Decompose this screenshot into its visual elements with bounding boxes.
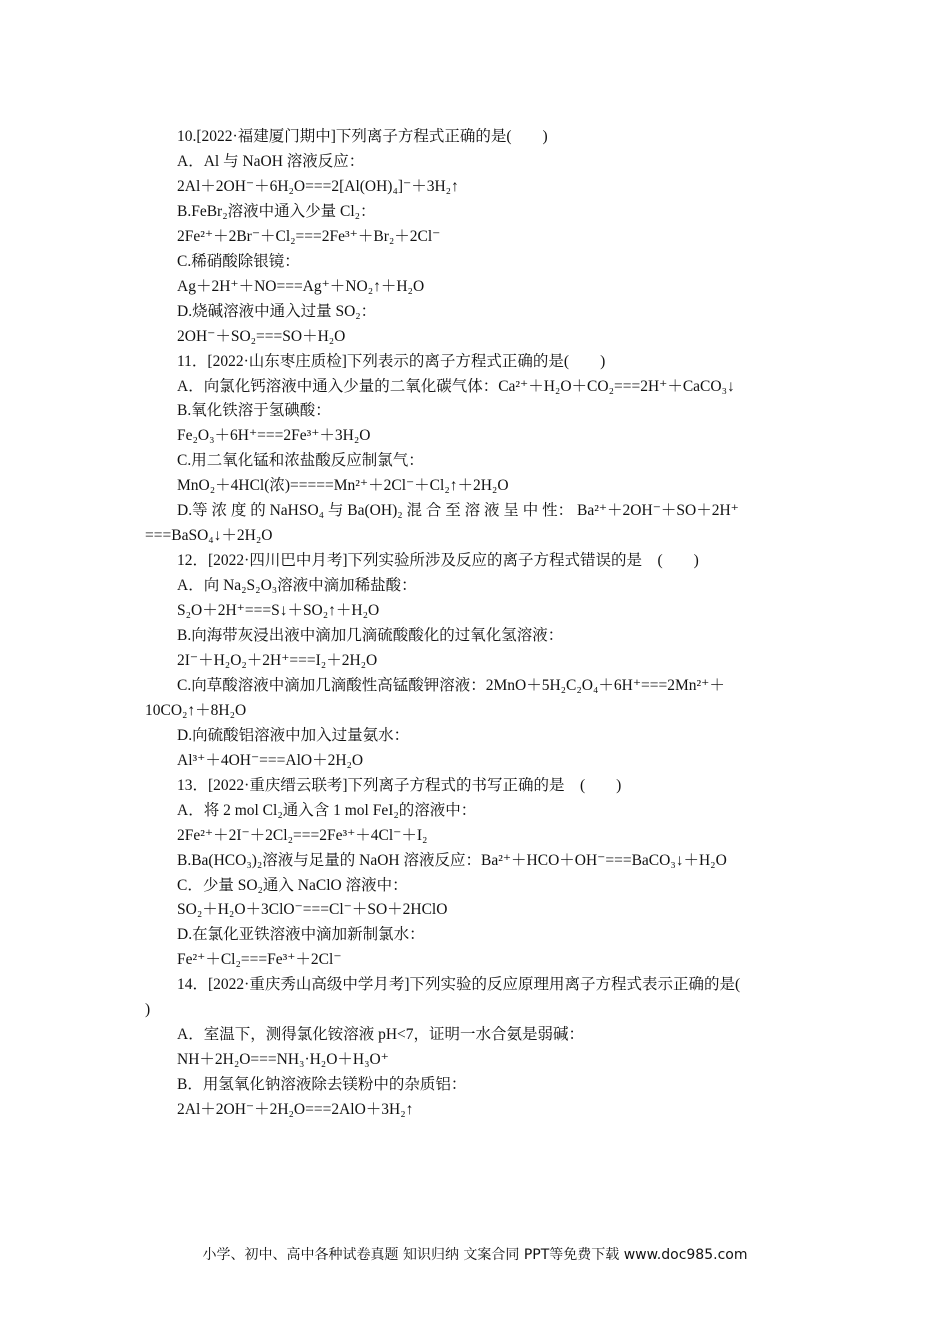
text-line: 2Al＋2OH⁻＋2H₂O===2AlO＋3H₂↑ [177, 1101, 414, 1119]
text-line: ===BaSO₄↓＋2H₂O [145, 527, 273, 545]
text-line: 10.[2022·福建厦门期中]下列离子方程式正确的是( ) [177, 128, 548, 145]
text-line: D.在氯化亚铁溶液中滴加新制氯水： [177, 926, 425, 944]
text-line: Al³⁺＋4OH⁻===AlO＋2H₂O [177, 751, 364, 769]
text-line: B.氧化铁溶于氢碘酸： [177, 402, 331, 420]
text-line: 2Fe²⁺＋2Br⁻＋Cl₂===2Fe³⁺＋Br₂＋2Cl⁻ [177, 227, 441, 245]
text-line: 11．[2022·山东枣庄质检]下列表示的离子方程式正确的是( ) [177, 352, 606, 370]
text-line: A．室温下，测得氯化铵溶液 pH<7，证明一水合氨是弱碱： [177, 1026, 585, 1044]
text-line: A．Al 与 NaOH 溶液反应： [177, 152, 365, 170]
text-line: ) [145, 1001, 151, 1019]
text-line: S₂O＋2H⁺===S↓＋SO₂↑＋H₂O [177, 602, 380, 620]
text-line: 10CO₂↑＋8H₂O [145, 701, 247, 719]
text-line: Fe₂O₃＋6H⁺===2Fe³⁺＋3H₂O [177, 427, 371, 445]
text-line: C.向草酸溶液中滴加几滴酸性高锰酸钾溶液：2MnO＋5H₂C₂O₄＋6H⁺===2Mn²⁺＋ [177, 676, 725, 694]
text-line: B.FeBr₂溶液中通入少量 Cl₂： [177, 202, 376, 220]
text-line: 13．[2022·重庆缙云联考]下列离子方程式的书写正确的是 ( ) [177, 776, 622, 794]
text-line: B．用氢氧化钠溶液除去镁粉中的杂质铝： [177, 1076, 467, 1094]
text-line: D.向硫酸铝溶液中加入过量氨水： [177, 726, 410, 744]
text-line: 12．[2022·四川巴中月考]下列实验所涉及反应的离子方程式错误的是 ( ) [177, 552, 699, 570]
page-footer: 小学、初中、高中各种试卷真题 知识归纳 文案合同 PPT等免费下载 www.doc985.com [202, 1247, 748, 1263]
text-line: A．将 2 mol Cl₂通入含 1 mol FeI₂的溶液中： [177, 801, 477, 819]
text-line: A．向氯化钙溶液中通入少量的二氧化碳气体：Ca²⁺＋H₂O＋CO₂===2H⁺＋CaCO₃↓ [177, 377, 735, 395]
text-line: C.用二氧化锰和浓盐酸反应制氯气： [177, 452, 424, 470]
text-line: B.向海带灰浸出液中滴加几滴硫酸酸化的过氧化氢溶液： [177, 627, 564, 644]
text-line: C.稀硝酸除银镜： [177, 252, 300, 270]
text-line: Ag＋2H⁺＋NO===Ag⁺＋NO₂↑＋H₂O [177, 277, 425, 295]
text-line: 2Fe²⁺＋2I⁻＋2Cl₂===2Fe³⁺＋4Cl⁻＋I₂ [177, 826, 428, 844]
text-line: 2Al＋2OH⁻＋6H₂O===2[Al(OH)₄]⁻＋3H₂↑ [177, 177, 459, 195]
text-line: Fe²⁺＋Cl₂===Fe³⁺＋2Cl⁻ [177, 951, 342, 969]
text-line: 2I⁻＋H₂O₂＋2H⁺===I₂＋2H₂O [177, 651, 378, 669]
text-line: 2OH⁻＋SO₂===SO＋H₂O [177, 327, 346, 345]
text-line: D.烧碱溶液中通入过量 SO₂： [177, 302, 377, 320]
text-line: C．少量 SO₂通入 NaClO 溶液中： [177, 876, 408, 894]
text-line: D.等 浓 度 的 NaHSO₄ 与 Ba(OH)₂ 混 合 至 溶 液 呈 中 性： Ba²⁺＋2OH⁻＋SO＋2H⁺ [177, 502, 739, 520]
text-line: MnO₂＋4HCl(浓)=====Mn²⁺＋2Cl⁻＋Cl₂↑＋2H₂O [177, 477, 509, 495]
text-line: NH＋2H₂O===NH₃·H₂O＋H₃O⁺ [177, 1051, 389, 1069]
text-line: 14．[2022·重庆秀山高级中学月考]下列实验的反应原理用离子方程式表示正确的是( [177, 976, 741, 994]
text-line: B.Ba(HCO₃)₂溶液与足量的 NaOH 溶液反应：Ba²⁺＋HCO＋OH⁻===BaCO₃↓＋H₂O [177, 851, 727, 869]
text-line: A．向 Na₂S₂O₃溶液中滴加稀盐酸： [177, 577, 417, 595]
text-line: SO₂＋H₂O＋3ClO⁻===Cl⁻＋SO＋2HClO [177, 901, 448, 919]
